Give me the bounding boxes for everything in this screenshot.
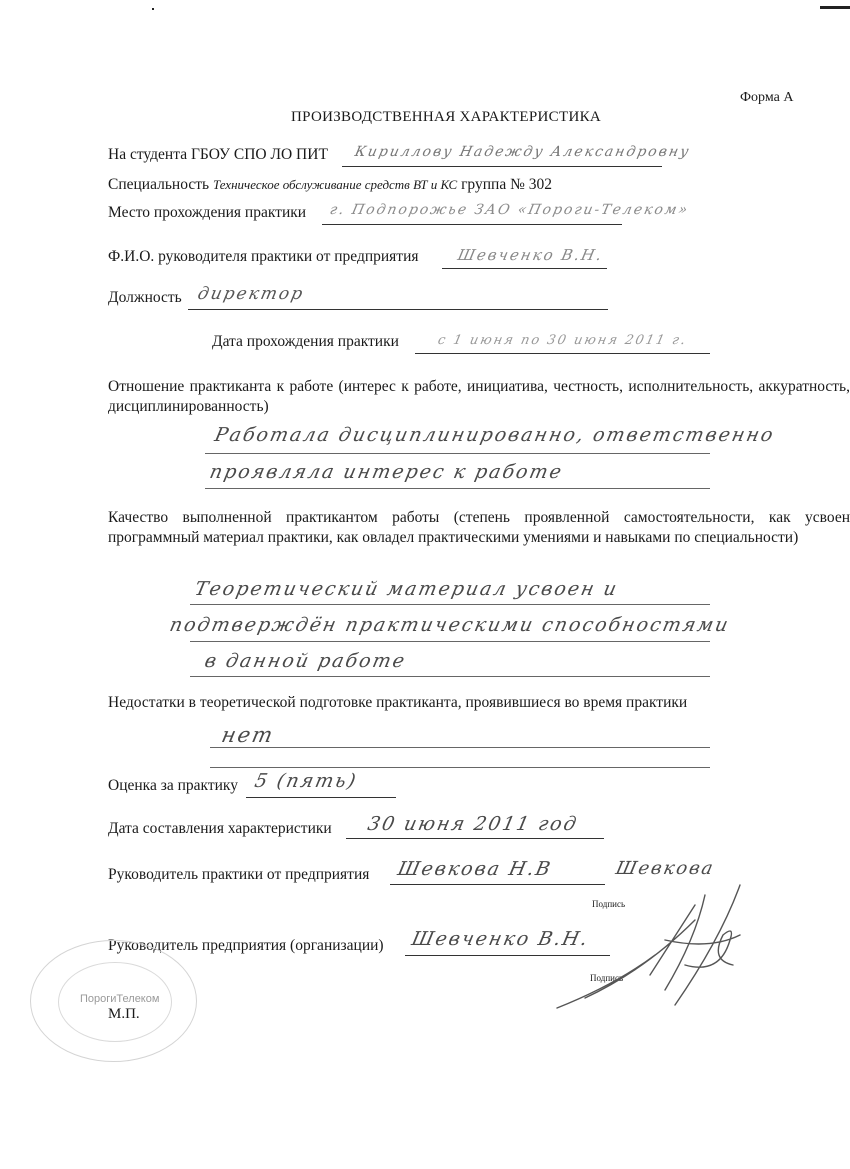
quality-label: Качество выполненной практикантом работы (степень проявленной самостоятельности, как усвоен программный материал практики, как овладел практическими умениями и навыками по специальности) <box>108 509 850 546</box>
specialty-row <box>108 176 552 194</box>
org-head-label: Руководитель предприятия (организации) <box>108 937 384 954</box>
page-title: ПРОИЗВОДСТВЕННАЯ ХАРАКТЕРИСТИКА <box>291 109 602 125</box>
quality-underline-1 <box>190 604 710 605</box>
shortcomings-label: Недостатки в теоретической подготовке практиканта, проявившиеся во время практики <box>108 694 688 711</box>
attitude-line-2: проявляла интерес к работе <box>207 461 566 483</box>
position-underline <box>188 309 608 310</box>
quality-line-2: подтверждён практическими способностями <box>167 614 732 636</box>
compiled-date-value: 30 июня 2011 год <box>365 813 581 835</box>
shortcomings-underline-2 <box>210 767 710 768</box>
grade-value: 5 (пять) <box>252 770 360 792</box>
org-head-signature-caption: Подпись <box>590 973 624 983</box>
scan-mark <box>820 6 850 9</box>
position-label: Должность <box>108 289 182 306</box>
place-label: Место прохождения практики <box>108 204 307 221</box>
quality-line-1: Теоретический материал усвоен и <box>192 578 621 600</box>
practice-head-value: Шевкова Н.В <box>395 858 555 880</box>
dates-label: Дата прохождения практики <box>212 333 399 350</box>
shortcomings-value: нет <box>219 723 277 747</box>
scan-dot <box>152 8 154 10</box>
org-head-value: Шевченко В.Н. <box>409 928 592 950</box>
specialty-label: Специальность <box>108 176 210 193</box>
attitude-line-1: Работала дисциплинированно, ответственно <box>212 424 777 446</box>
supervisor-label: Ф.И.О. руководителя практики от предприятия <box>108 248 419 265</box>
practice-head-signature-caption: Подпись <box>592 899 626 909</box>
student-label: На студента ГБОУ СПО ЛО ПИТ <box>108 146 328 163</box>
attitude-label: Отношение практиканта к работе (интерес к работе, инициатива, честность, исполнительность, аккуратность, дисциплинированность) <box>108 378 850 415</box>
quality-underline-3 <box>190 676 710 677</box>
position-value: директор <box>195 284 307 304</box>
signature-scribble <box>545 880 805 1020</box>
stamp-mp-label: М.П. <box>108 1006 140 1022</box>
student-value: Кириллову Надежду Александровну <box>353 144 692 160</box>
place-underline <box>322 224 622 225</box>
specialty-group: группа № 302 <box>461 176 552 193</box>
practice-head-label: Руководитель практики от предприятия <box>108 866 370 883</box>
grade-underline <box>246 797 396 798</box>
place-value: г. Подпорожье ЗАО «Пороги-Телеком» <box>328 202 691 218</box>
practice-head-signature: Шевкова <box>613 858 717 879</box>
supervisor-value: Шевченко В.Н. <box>456 246 606 264</box>
compiled-date-label: Дата составления характеристики <box>108 820 332 837</box>
attitude-underline-2 <box>205 488 710 489</box>
compiled-date-underline <box>346 838 604 839</box>
dates-value: с 1 июня по 30 июня 2011 г. <box>436 333 689 348</box>
attitude-underline-1 <box>205 453 710 454</box>
supervisor-underline <box>442 268 607 269</box>
quality-line-3: в данной работе <box>202 650 409 672</box>
student-underline <box>342 166 662 167</box>
specialty-value: Техническое обслуживание средств ВТ и КС <box>212 177 458 192</box>
stamp-text: ПорогиТелеком <box>80 993 160 1005</box>
dates-underline <box>415 353 710 354</box>
form-label: Форма А <box>740 90 794 105</box>
grade-label: Оценка за практику <box>108 777 238 794</box>
shortcomings-underline-1 <box>210 747 710 748</box>
quality-underline-2 <box>190 641 710 642</box>
